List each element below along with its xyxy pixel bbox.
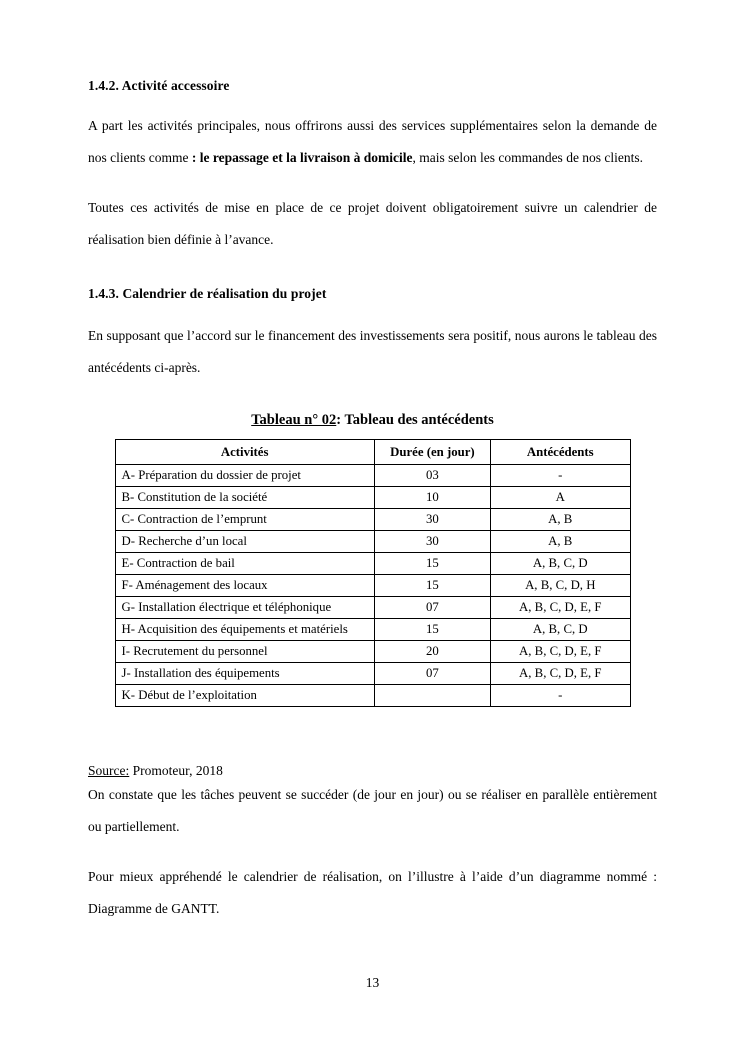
cell-activity: I- Recrutement du personnel	[115, 641, 374, 663]
cell-antecedents: A, B	[491, 531, 630, 553]
page-number: 13	[365, 975, 380, 990]
paragraph-diagramme-gantt: Pour mieux appréhendé le calendrier de réalisation, on l’illustre à l’aide d’un diagramme nommé : Diagramme de GANTT.	[88, 869, 657, 916]
cell-duration: 15	[374, 619, 490, 641]
cell-antecedents: A	[491, 487, 630, 509]
cell-activity: J- Installation des équipements	[115, 663, 374, 685]
table-caption	[88, 412, 657, 429]
paragraph-text-post: , mais selon les commandes de nos clients.	[412, 150, 644, 165]
table-header-row	[115, 440, 630, 465]
source-label: Source:	[88, 763, 130, 778]
paragraph-calendrier-intro: Toutes ces activités de mise en place de ce projet doivent obligatoirement suivre un calendrier de réalisation bien définie à l’avance.	[88, 200, 657, 247]
table-caption-title: : Tableau des antécédents	[336, 412, 494, 428]
cell-activity: C- Contraction de l’emprunt	[115, 509, 374, 531]
cell-antecedents: -	[491, 465, 630, 487]
paragraph-activite-accessoire	[88, 110, 657, 174]
cell-duration: 15	[374, 553, 490, 575]
cell-antecedents: A, B, C, D, E, F	[491, 663, 630, 685]
cell-duration: 15	[374, 575, 490, 597]
cell-antecedents: A, B, C, D	[491, 553, 630, 575]
cell-duration: 07	[374, 663, 490, 685]
table-row	[115, 465, 630, 487]
cell-antecedents: A, B	[491, 509, 630, 531]
cell-activity: E- Contraction de bail	[115, 553, 374, 575]
cell-activity: H- Acquisition des équipements et matériels	[115, 619, 374, 641]
paragraph-text-bold: : le repassage et la livraison à domicile	[191, 150, 413, 165]
cell-antecedents: A, B, C, D, H	[491, 575, 630, 597]
cell-activity: D- Recherche d’un local	[115, 531, 374, 553]
column-header-duree: Durée (en jour)	[374, 440, 490, 465]
cell-antecedents: A, B, C, D, E, F	[491, 641, 630, 663]
antecedents-table	[115, 439, 631, 707]
cell-duration: 03	[374, 465, 490, 487]
cell-duration: 30	[374, 509, 490, 531]
table-row	[115, 509, 630, 531]
cell-duration: 30	[374, 531, 490, 553]
table-row	[115, 575, 630, 597]
paragraph-financement: En supposant que l’accord sur le financement des investissements sera positif, nous aurons le tableau des antécédents ci-après.	[88, 328, 657, 375]
column-header-antecedents: Antécédents	[491, 440, 630, 465]
source-text: Promoteur, 2018	[129, 763, 223, 778]
section-heading-1-4-3: 1.4.3. Calendrier de réalisation du projet	[88, 286, 327, 301]
table-row	[115, 597, 630, 619]
column-header-activites: Activités	[115, 440, 374, 465]
cell-activity: B- Constitution de la société	[115, 487, 374, 509]
table-row	[115, 663, 630, 685]
table-row	[115, 531, 630, 553]
cell-duration: 10	[374, 487, 490, 509]
cell-duration: 07	[374, 597, 490, 619]
table-row	[115, 641, 630, 663]
cell-activity: A- Préparation du dossier de projet	[115, 465, 374, 487]
table-source	[88, 763, 657, 779]
table-row	[115, 553, 630, 575]
cell-antecedents: A, B, C, D	[491, 619, 630, 641]
paragraph-text-pre: A part les activités principales, nous offrirons aussi des services supplémentaires selon la demande de nos clients comme	[88, 118, 657, 165]
table-row	[115, 487, 630, 509]
table-caption-number: Tableau n° 02	[251, 412, 337, 428]
paragraph-taches-succession: On constate que les tâches peuvent se succéder (de jour en jour) ou se réaliser en parallèle entièrement ou partiellement.	[88, 787, 657, 834]
table-row	[115, 619, 630, 641]
cell-antecedents: A, B, C, D, E, F	[491, 597, 630, 619]
cell-duration	[374, 685, 490, 707]
cell-activity: K- Début de l’exploitation	[115, 685, 374, 707]
cell-antecedents: -	[491, 685, 630, 707]
cell-activity: G- Installation électrique et téléphonique	[115, 597, 374, 619]
table-row	[115, 685, 630, 707]
cell-activity: F- Aménagement des locaux	[115, 575, 374, 597]
cell-duration: 20	[374, 641, 490, 663]
section-heading-1-4-2: 1.4.2. Activité accessoire	[88, 78, 230, 93]
